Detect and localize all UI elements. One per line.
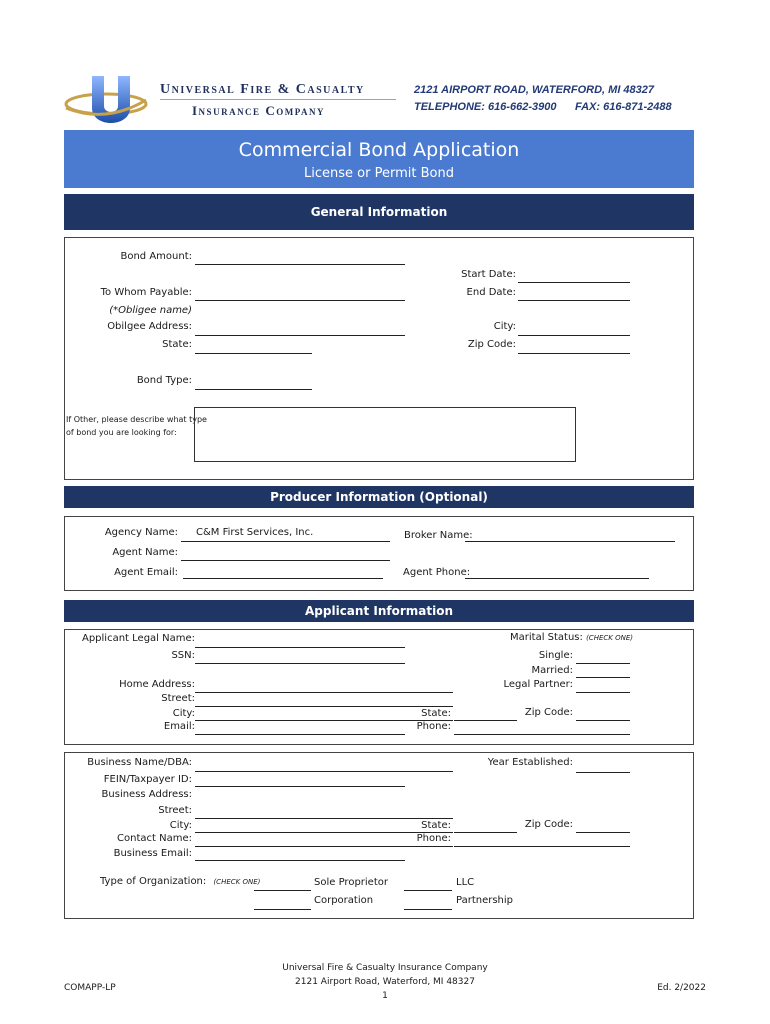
company-telephone: TELEPHONE: 616-662-3900 (414, 101, 557, 113)
broker-name-field[interactable] (465, 541, 675, 542)
applicant-city-field[interactable] (195, 720, 453, 721)
applicant-street-field[interactable] (195, 706, 453, 707)
other-description-line2: of bond you are looking for: (66, 428, 177, 437)
applicant-city-label: City: (172, 708, 195, 719)
other-description-line1: If Other, please describe what type (66, 415, 207, 424)
general-zip-field[interactable] (518, 353, 630, 354)
year-established-label: Year Established: (487, 757, 573, 768)
to-whom-payable-label: To Whom Payable: (100, 287, 192, 298)
home-address-label: Home Address: (119, 679, 195, 690)
contact-name-label: Contact Name: (117, 833, 192, 844)
agency-name-label: Agency Name: (104, 527, 178, 538)
applicant-zip-field[interactable] (576, 720, 630, 721)
corporation-label: Corporation (314, 895, 374, 906)
business-phone-field[interactable] (454, 846, 630, 847)
end-date-label: End Date: (466, 287, 516, 298)
agent-name-field[interactable] (181, 560, 390, 561)
agent-name-label: Agent Name: (112, 547, 178, 558)
business-zip-field[interactable] (576, 832, 630, 833)
obligee-note: (*Obligee name) (109, 305, 192, 316)
llc-label: LLC (456, 877, 475, 888)
applicant-state-field[interactable] (454, 720, 517, 721)
bond-amount-label: Bond Amount: (120, 251, 192, 262)
applicant-info-heading-text: Applicant Information (305, 604, 453, 618)
business-phone-label: Phone: (416, 833, 451, 844)
general-info-heading-text: General Information (310, 205, 448, 219)
applicant-phone-label: Phone: (416, 721, 451, 732)
footer-form-id: COMAPP-LP (64, 983, 116, 993)
business-state-label: State: (421, 820, 451, 831)
producer-info-heading (64, 486, 694, 508)
single-label: Single: (538, 650, 573, 661)
corporation-checkbox[interactable] (254, 909, 311, 910)
agency-name-field[interactable] (181, 541, 390, 542)
company-logo (64, 74, 160, 130)
business-email-field[interactable] (195, 860, 405, 861)
business-name-label: Business Name/DBA: (87, 757, 192, 768)
general-info-heading (64, 194, 694, 230)
bond-type-field[interactable] (195, 389, 312, 390)
applicant-phone-field[interactable] (454, 734, 630, 735)
start-date-field[interactable] (518, 282, 630, 283)
business-address-label: Business Address: (101, 789, 192, 800)
obligee-address-field[interactable] (195, 335, 405, 336)
general-city-label: City: (493, 321, 516, 332)
to-whom-payable-field[interactable] (195, 300, 405, 301)
footer-address: 2121 Airport Road, Waterford, MI 48327 (295, 977, 475, 987)
sole-proprietor-label: Sole Proprietor (314, 877, 388, 888)
legal-partner-label: Legal Partner: (503, 679, 573, 690)
business-email-label: Business Email: (113, 848, 192, 859)
footer-page-number: 1 (382, 991, 388, 1001)
ssn-label: SSN: (171, 650, 195, 661)
applicant-state-label: State: (421, 708, 451, 719)
footer-company: Universal Fire & Casualty Insurance Company (282, 963, 488, 973)
org-type-label (100, 876, 260, 887)
applicant-email-field[interactable] (195, 734, 405, 735)
general-state-field[interactable] (195, 353, 312, 354)
contact-name-field[interactable] (195, 846, 453, 847)
end-date-field[interactable] (518, 300, 630, 301)
applicant-email-label: Email: (163, 721, 195, 732)
agent-phone-field[interactable] (465, 578, 649, 579)
business-street-field[interactable] (195, 818, 453, 819)
other-description-textarea[interactable] (194, 407, 576, 462)
general-state-label: State: (162, 339, 192, 350)
year-established-field[interactable] (576, 772, 630, 773)
bond-type-label: Bond Type: (136, 375, 192, 386)
logo-divider (160, 99, 396, 100)
business-city-field[interactable] (195, 832, 453, 833)
single-checkbox[interactable] (576, 663, 630, 664)
applicant-street-label: Street: (161, 693, 195, 704)
agent-email-field[interactable] (183, 578, 383, 579)
company-fax: FAX: 616-871-2488 (575, 101, 672, 113)
applicant-legal-name-field[interactable] (195, 647, 405, 648)
marital-status-text: Marital Status: (510, 632, 583, 643)
company-name-line2: Insurance Company (192, 103, 326, 118)
applicant-legal-name-label: Applicant Legal Name: (81, 633, 195, 644)
org-type-text: Type of Organization: (100, 876, 207, 887)
fein-field[interactable] (195, 786, 405, 787)
form-title: Commercial Bond Application (238, 139, 520, 161)
partnership-label: Partnership (456, 895, 514, 906)
married-label: Married: (531, 665, 573, 676)
home-address-field[interactable] (195, 692, 453, 693)
footer-center (235, 961, 535, 1003)
agent-phone-label: Agent Phone: (403, 567, 471, 578)
llc-checkbox[interactable] (404, 890, 452, 891)
general-city-field[interactable] (518, 335, 630, 336)
org-check-one: (CHECK ONE) (213, 878, 261, 886)
obligee-address-label: Obilgee Address: (107, 321, 192, 332)
marital-status-label (510, 632, 633, 643)
business-zip-label: Zip Code: (524, 819, 573, 830)
business-name-field[interactable] (195, 771, 453, 772)
start-date-label: Start Date: (461, 269, 516, 280)
legal-partner-checkbox[interactable] (576, 692, 630, 693)
sole-proprietor-checkbox[interactable] (254, 890, 311, 891)
fein-label: FEIN/Taxpayer ID: (103, 774, 192, 785)
business-city-label: City: (169, 820, 192, 831)
company-name-line1: Universal Fire & Casualty (160, 82, 365, 97)
married-checkbox[interactable] (576, 677, 630, 678)
company-address: 2121 AIRPORT ROAD, WATERFORD, MI 48327 (414, 84, 655, 96)
general-zip-label: Zip Code: (467, 339, 516, 350)
ssn-field[interactable] (195, 663, 405, 664)
agency-name-value[interactable]: C&M First Services, Inc. (196, 527, 314, 538)
partnership-checkbox[interactable] (404, 909, 452, 910)
marital-check-one: (CHECK ONE) (586, 634, 633, 642)
applicant-zip-label: Zip Code: (524, 707, 573, 718)
business-street-label: Street: (158, 805, 192, 816)
other-description-label (66, 413, 207, 439)
broker-name-label: Broker Name: (404, 530, 473, 541)
applicant-info-heading (64, 600, 694, 622)
business-state-field[interactable] (454, 832, 517, 833)
bond-amount-field[interactable] (195, 264, 405, 265)
title-band (64, 130, 694, 188)
form-subtitle: License or Permit Bond (304, 166, 454, 181)
agent-email-label: Agent Email: (114, 567, 178, 578)
producer-info-heading-text: Producer Information (Optional) (270, 490, 488, 504)
footer-edition: Ed. 2/2022 (657, 983, 706, 993)
